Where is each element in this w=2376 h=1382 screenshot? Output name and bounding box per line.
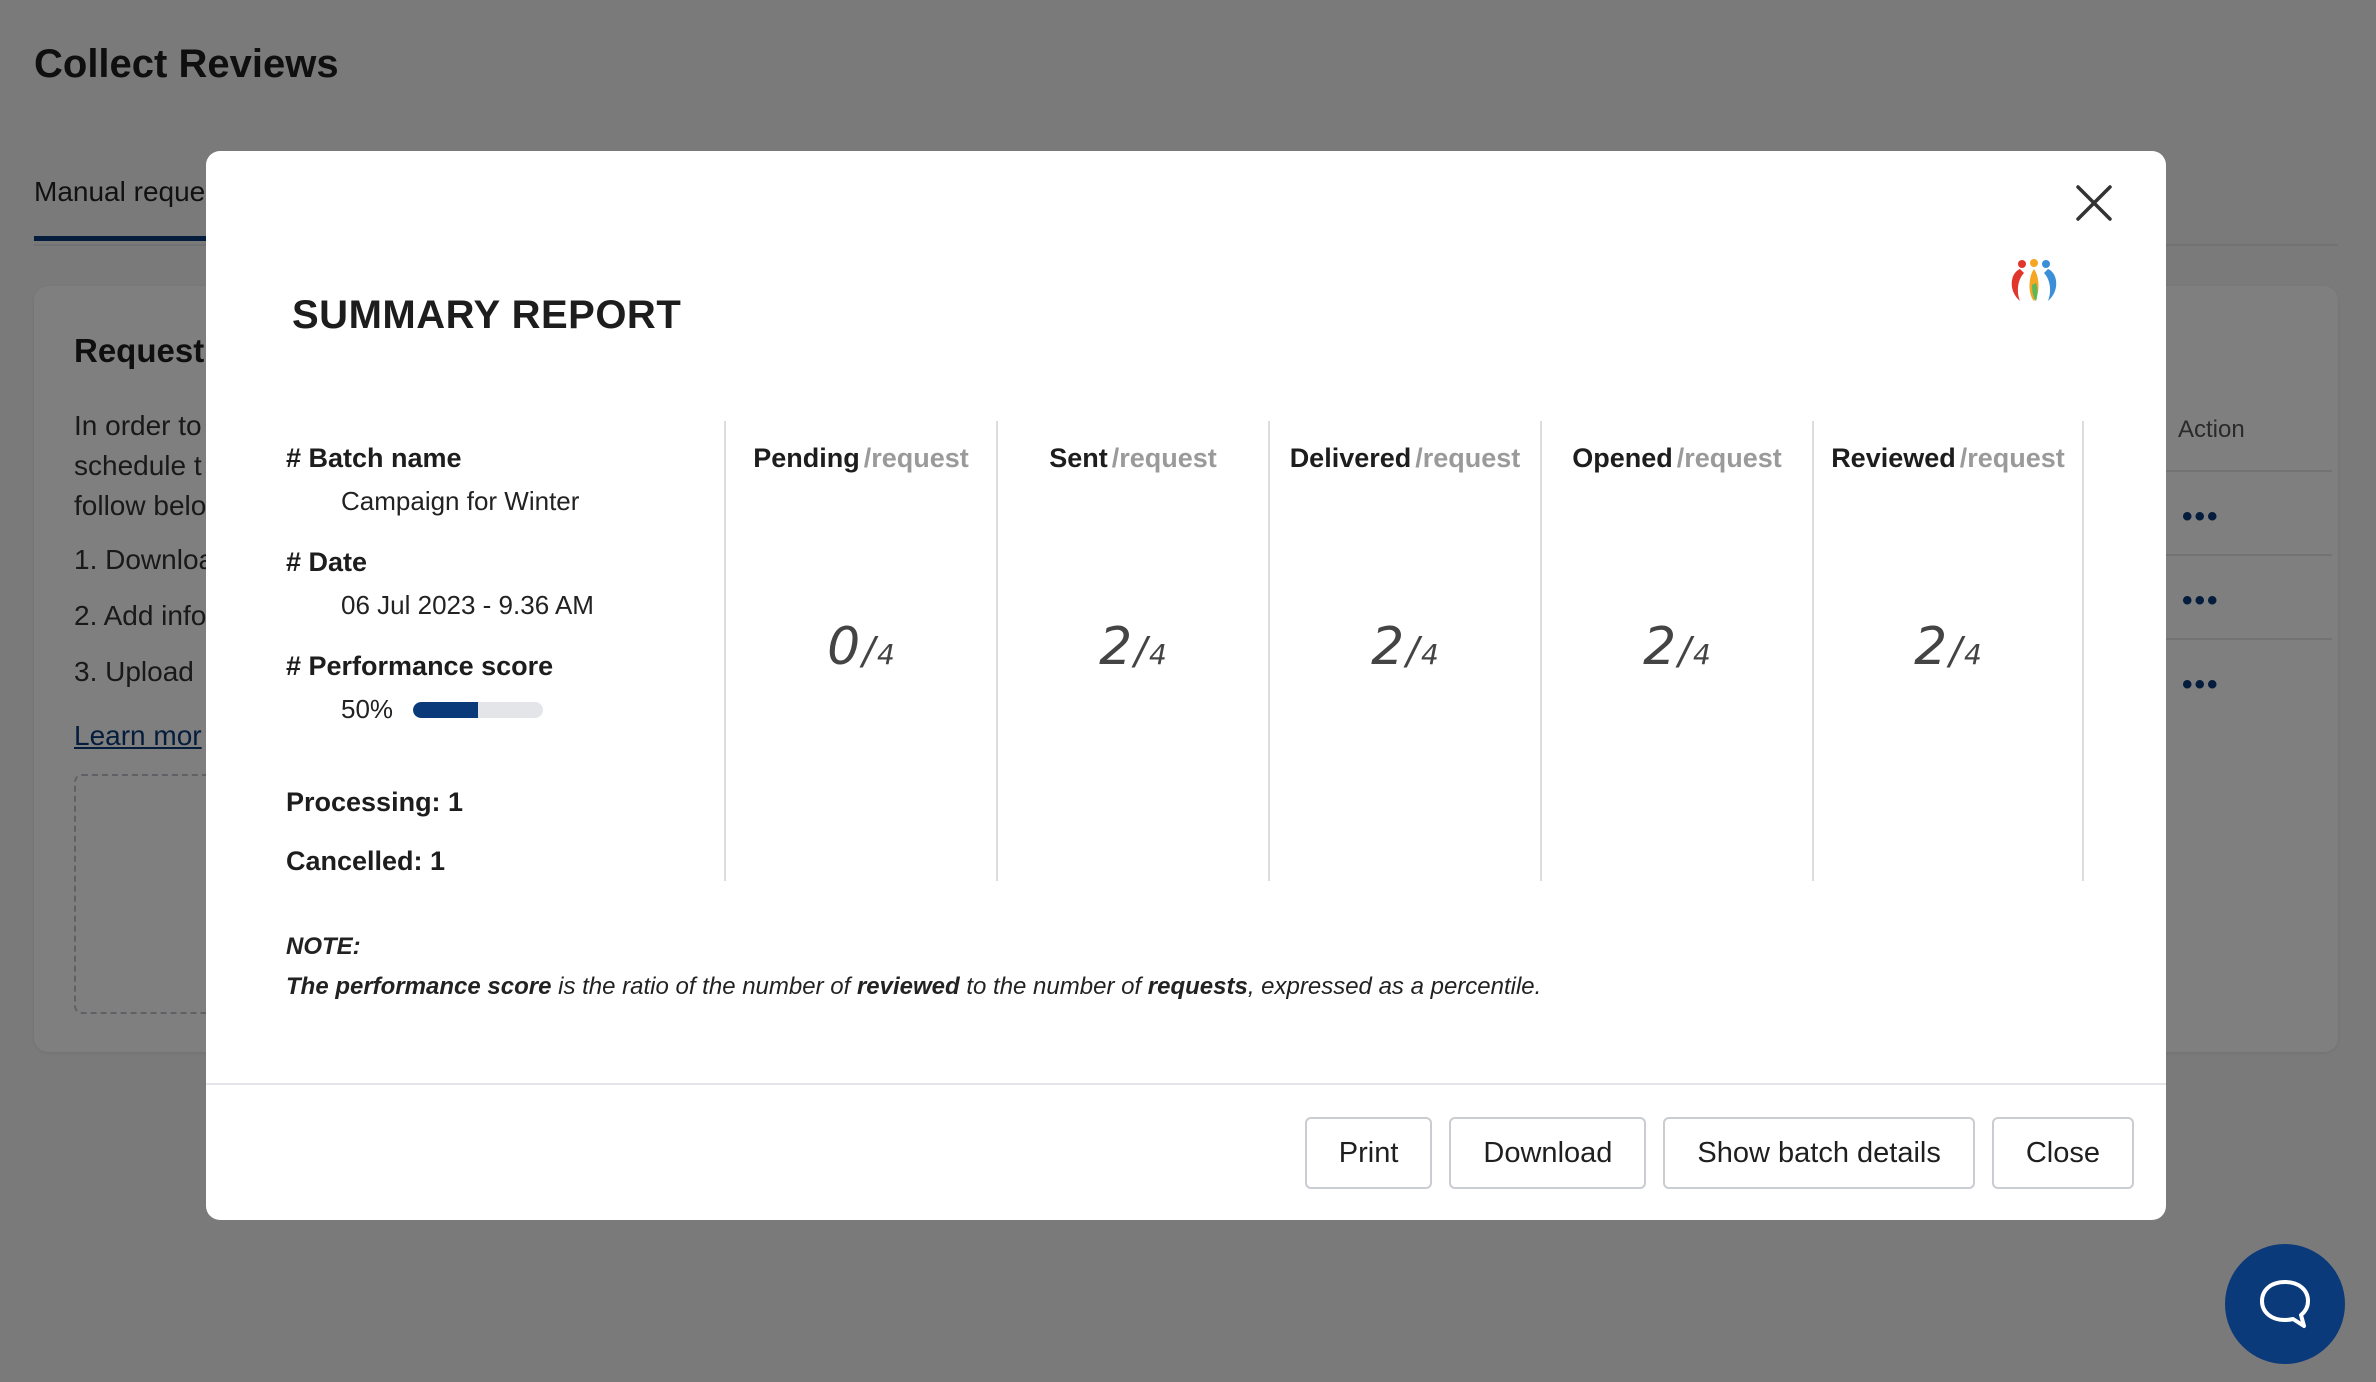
stat-total: 4 xyxy=(1964,638,1982,671)
stat-name: Opened xyxy=(1572,443,1673,473)
close-button[interactable]: Close xyxy=(1992,1117,2134,1189)
stat-total: 4 xyxy=(877,638,895,671)
stat-reviewed xyxy=(1812,421,2084,881)
stat-name: Reviewed xyxy=(1831,443,1956,473)
stat-count: 2 xyxy=(1914,617,1948,677)
stat-sent xyxy=(996,421,1268,881)
stat-header xyxy=(998,443,1268,474)
date-label: # Date xyxy=(286,547,368,577)
stat-header xyxy=(1270,443,1540,474)
stat-unit: /request xyxy=(1676,443,1782,473)
stat-unit: /request xyxy=(1111,443,1217,473)
score-row xyxy=(341,694,706,725)
note-text xyxy=(286,967,2086,1007)
stat-value: 2/4 xyxy=(1914,617,1982,677)
stat-name: Sent xyxy=(1049,443,1108,473)
note-title: NOTE: xyxy=(286,933,361,960)
note-part: reviewed xyxy=(856,973,960,1000)
brand-logo xyxy=(2002,255,2066,307)
performance-score-block xyxy=(286,651,706,725)
stat-value: 2/4 xyxy=(1371,617,1439,677)
performance-note xyxy=(286,927,2086,1007)
processing-count: Processing: 1 xyxy=(286,787,464,817)
note-part: to the number of xyxy=(959,973,1148,1000)
stat-header xyxy=(1814,443,2082,474)
note-part: , expressed as a percentile. xyxy=(1247,973,1542,1000)
stat-value: 0/4 xyxy=(827,617,895,677)
close-icon[interactable] xyxy=(2070,179,2118,227)
date-value: 06 Jul 2023 - 9.36 AM xyxy=(341,590,594,620)
stat-count: 2 xyxy=(1371,617,1405,677)
show-batch-details-button[interactable]: Show batch details xyxy=(1663,1117,1974,1189)
stat-count: 0 xyxy=(827,617,861,677)
download-button[interactable]: Download xyxy=(1449,1117,1646,1189)
note-part: The performance score xyxy=(286,973,552,1000)
stat-total: 4 xyxy=(1693,638,1711,671)
date-block xyxy=(286,547,706,621)
performance-score-label: # Performance score xyxy=(286,651,554,681)
stat-unit: /request xyxy=(1415,443,1521,473)
footer-buttons xyxy=(1305,1117,2134,1189)
score-percent: 50% xyxy=(341,694,394,724)
stat-unit: /request xyxy=(1959,443,2065,473)
print-button[interactable]: Print xyxy=(1305,1117,1433,1189)
stat-value: 2/4 xyxy=(1643,617,1711,677)
chat-bubble-icon[interactable] xyxy=(2225,1244,2345,1364)
note-part: is the ratio of the number of xyxy=(551,973,857,1000)
stat-unit: /request xyxy=(863,443,969,473)
stat-opened xyxy=(1540,421,1812,881)
modal-footer xyxy=(206,1083,2166,1220)
batch-name-label: # Batch name xyxy=(286,443,462,473)
stat-total: 4 xyxy=(1149,638,1167,671)
modal-title: SUMMARY REPORT xyxy=(292,293,682,337)
batch-name-value: Campaign for Winter xyxy=(341,486,580,516)
cancelled-count: Cancelled: 1 xyxy=(286,846,446,876)
stat-name: Delivered xyxy=(1289,443,1412,473)
score-progress-fill xyxy=(413,702,478,718)
stat-pending xyxy=(724,421,996,881)
stat-delivered xyxy=(1268,421,1540,881)
status-stats xyxy=(724,421,2084,881)
stat-value: 2/4 xyxy=(1099,617,1167,677)
batch-name-block xyxy=(286,443,706,517)
stat-name: Pending xyxy=(753,443,860,473)
score-progress-bar xyxy=(413,702,543,718)
batch-info xyxy=(286,443,706,755)
stat-total: 4 xyxy=(1421,638,1439,671)
stat-header xyxy=(1542,443,1812,474)
note-part: requests xyxy=(1147,973,1248,1000)
stat-count: 2 xyxy=(1099,617,1133,677)
stat-count: 2 xyxy=(1643,617,1677,677)
stat-header xyxy=(726,443,996,474)
summary-report-modal xyxy=(206,151,2166,1220)
